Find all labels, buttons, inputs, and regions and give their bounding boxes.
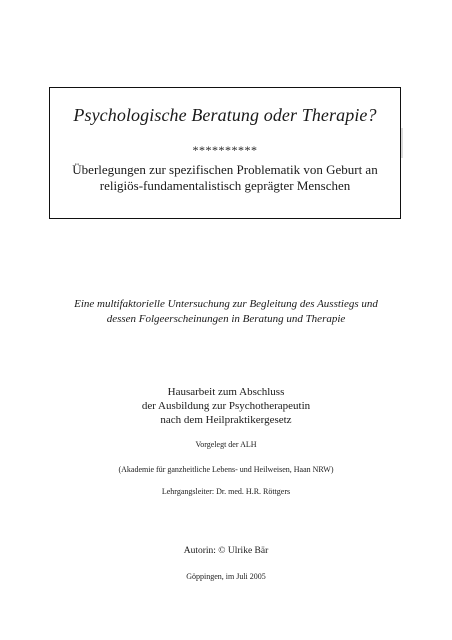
title-separator-stars: ********** [192,143,258,157]
author: Autorin: © Ulrike Bär [183,546,269,556]
description-line: Eine multifaktorielle Untersuchung zur Begleitung des Ausstiegs und [74,298,378,310]
place-date: Göppingen, im Juli 2005 [186,572,266,581]
document-title: Psychologische Beratung oder Therapie? [73,105,377,125]
title-box [49,87,401,219]
description-line: dessen Folgeerscheinungen in Beratung und Therapie [106,313,346,325]
subtitle-line: religiös-fundamentalistisch geprägter Menschen [99,178,351,193]
subtitle-line: Überlegungen zur spezifischen Problematik von Geburt an [72,162,378,177]
document-subtitle [50,162,400,194]
study-description [20,297,432,327]
course-leader: Lehrgangsleiter: Dr. med. H.R. Röttgers [161,487,291,496]
thesis-info [20,385,432,427]
thesis-line: nach dem Heilpraktikergesetz [160,414,292,426]
thesis-line: Hausarbeit zum Abschluss [167,386,285,398]
submitted-to: Vorgelegt der ALH [195,440,257,449]
thesis-line: der Ausbildung zur Psychotherapeutin [141,400,311,412]
academy-name: (Akademie für ganzheitliche Lebens- und Heilweisen, Haan NRW) [118,465,334,474]
